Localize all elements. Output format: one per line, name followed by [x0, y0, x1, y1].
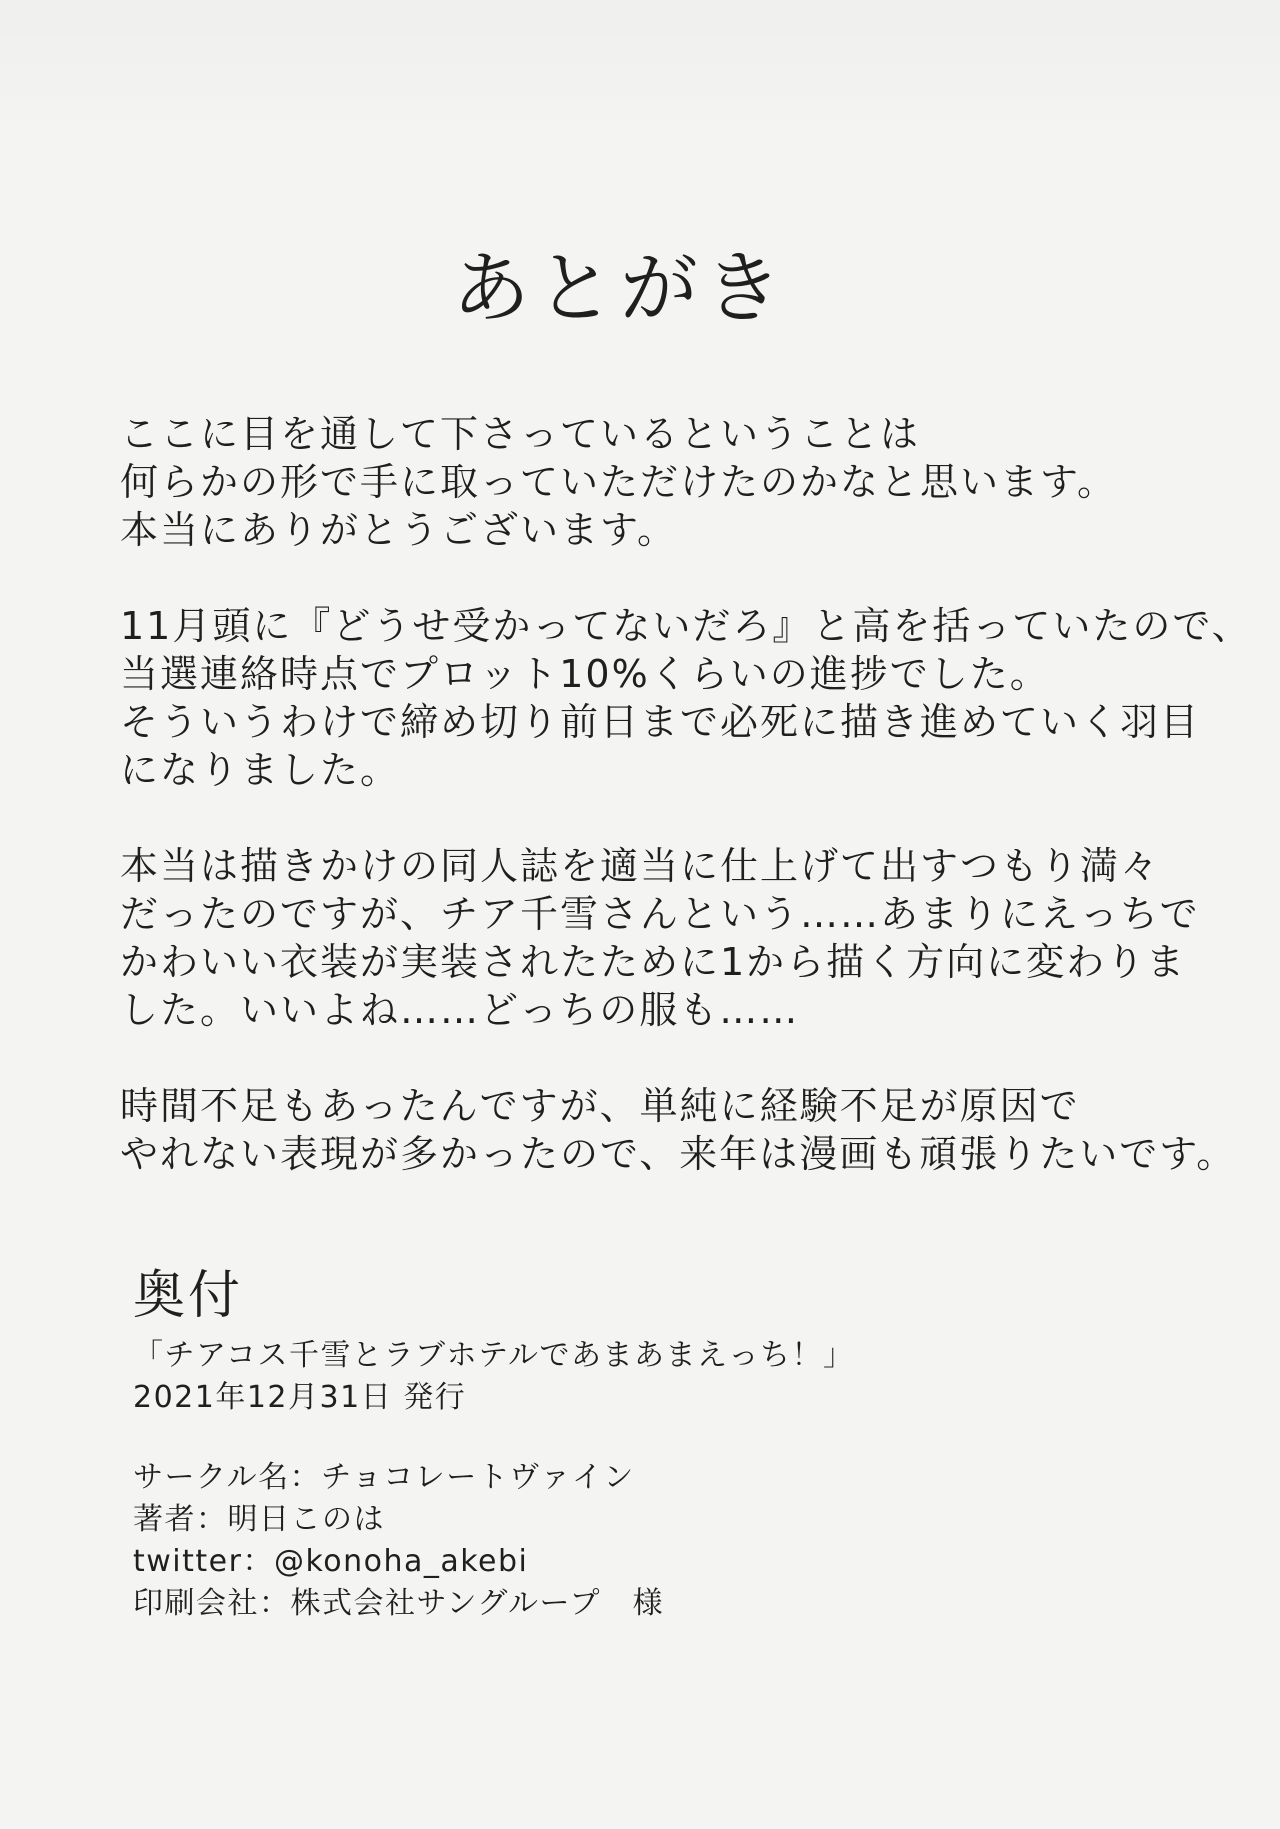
- page-title: あとがき: [451, 244, 788, 334]
- text-line: やれない表現が多かったので、来年は漫画も頑張りたいです。: [120, 1132, 1237, 1176]
- paragraph: [120, 602, 1252, 794]
- colophon-heading: 奥付: [133, 1266, 244, 1326]
- text-line: かわいい衣装が実装されたために1から描く方向に変わりま: [120, 940, 1187, 984]
- publish-date: 2021年12月31日 発行: [133, 1380, 467, 1415]
- text-line: 時間不足もあったんですが、単純に経験不足が原因で: [120, 1084, 1080, 1128]
- text-line: 本当は描きかけの同人誌を適当に仕上げて出すつもり満々: [120, 844, 1161, 888]
- book-title: 「チアコス千雪とラブホテルであまあまえっち！」: [133, 1338, 855, 1373]
- author-name: 著者：明日このは: [133, 1502, 385, 1537]
- paragraph: [120, 410, 1220, 554]
- colophon: [133, 1265, 1033, 1625]
- spacer: [133, 1419, 1033, 1457]
- text-line: 何らかの形で手に取っていただけたのかなと思います。: [120, 460, 1117, 504]
- paragraph: [120, 1082, 1237, 1178]
- text-line: ここに目を通して下さっているということは: [120, 412, 921, 456]
- text-line: そういうわけで締め切り前日まで必死に描き進めていく羽目: [120, 700, 1201, 744]
- printer-name: 印刷会社：株式会社サングループ 様: [133, 1586, 664, 1621]
- text-line: になりました。: [120, 748, 401, 792]
- text-line: した。いいよね……どっちの服も……: [120, 988, 800, 1032]
- afterword-body: [120, 410, 1252, 1226]
- text-line: 本当にありがとうございます。: [120, 508, 677, 552]
- text-line: 当選連絡時点でプロット10%くらいの進捗でした。: [120, 652, 1050, 696]
- text-line: 11月頭に『どうせ受かってないだろ』と高を括っていたので、: [120, 604, 1252, 648]
- circle-name: サークル名：チョコレートヴァイン: [133, 1460, 635, 1495]
- twitter-handle: twitter：@konoha_akebi: [133, 1544, 529, 1579]
- text-line: だったのですが、チア千雪さんという……あまりにえっちで: [120, 892, 1200, 936]
- paragraph: [120, 842, 1220, 1034]
